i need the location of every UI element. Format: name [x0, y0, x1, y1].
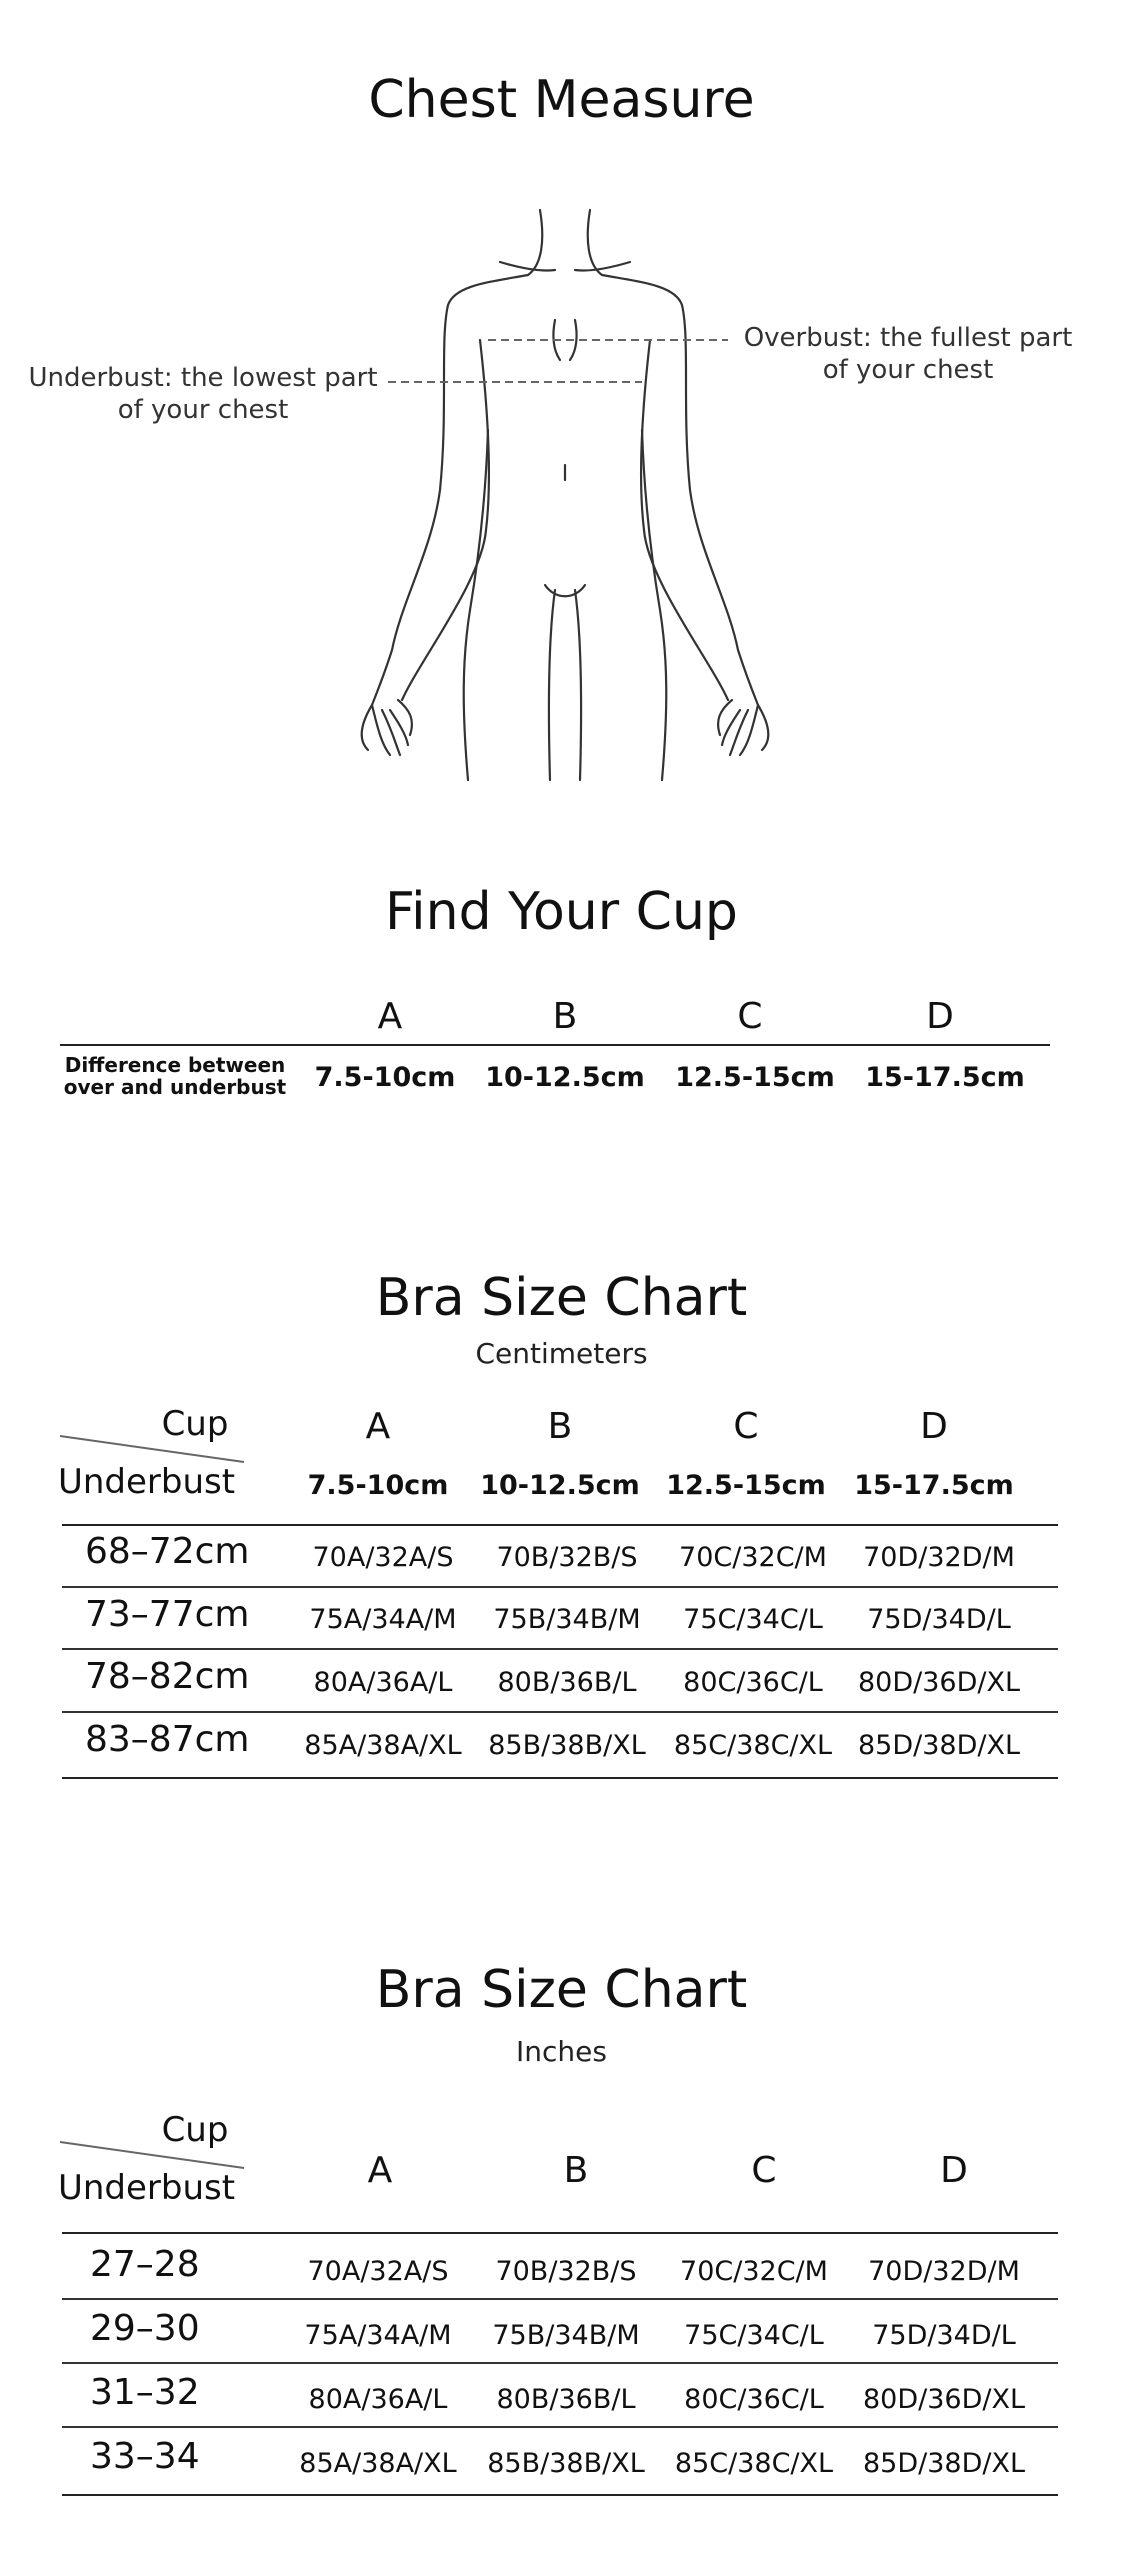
- cm-row-divider: [62, 1711, 1058, 1713]
- find-cup-header-c: C: [737, 996, 763, 1037]
- cm-size-cell: 70C/32C/M: [679, 1542, 827, 1573]
- in-size-cell: 75D/34D/L: [872, 2320, 1016, 2351]
- overbust-callout-line1: Overbust: the fullest part: [743, 323, 1073, 353]
- cm-size-cell: 75C/34C/L: [683, 1604, 823, 1635]
- in-size-cell: 70B/32B/S: [495, 2256, 637, 2287]
- cm-size-cell: 75D/34D/L: [867, 1604, 1011, 1635]
- cm-row-divider: [62, 1586, 1058, 1588]
- find-cup-header-d: D: [926, 996, 954, 1037]
- in-row-divider: [62, 2426, 1058, 2428]
- overbust-callout: [728, 322, 1088, 386]
- in-underbust-label: Underbust: [58, 2168, 236, 2208]
- neck-right: [588, 210, 602, 275]
- difference-label-line2: over and underbust: [63, 1075, 287, 1099]
- find-cup-header-b: B: [552, 996, 578, 1037]
- cm-size-cell: 80B/36B/L: [497, 1667, 637, 1698]
- cm-header-a: A: [365, 1406, 391, 1447]
- cm-header-d: D: [920, 1406, 948, 1447]
- in-header-c: C: [751, 2150, 777, 2191]
- underbust-callout-line1: Underbust: the lowest part: [28, 363, 378, 393]
- cm-size-cell: 85C/38C/XL: [673, 1730, 833, 1761]
- find-cup-range-b: 10-12.5cm: [485, 1062, 645, 1093]
- in-header-a: A: [367, 2150, 393, 2191]
- in-row-divider: [62, 2298, 1058, 2300]
- cm-range-d: 15-17.5cm: [854, 1470, 1014, 1501]
- in-size-cell: 80B/36B/L: [496, 2384, 636, 2415]
- in-chart-unit: Inches: [516, 2035, 607, 2068]
- find-cup-divider: [60, 1044, 1050, 1046]
- underbust-callout-line2: of your chest: [117, 395, 289, 425]
- cm-size-cell: 85A/38A/XL: [304, 1730, 462, 1761]
- in-size-cell: 70C/32C/M: [680, 2256, 828, 2287]
- cm-row-underbust: 83–87cm: [85, 1719, 250, 1760]
- in-size-cell: 70D/32D/M: [868, 2256, 1020, 2287]
- cm-size-cell: 75B/34B/M: [493, 1604, 641, 1635]
- in-row-underbust: 31–32: [90, 2372, 200, 2413]
- in-size-cell: 75A/34A/M: [304, 2320, 452, 2351]
- cm-table-bottom: [62, 1777, 1058, 1779]
- in-size-cell: 80A/36A/L: [308, 2384, 448, 2415]
- in-size-cell: 70A/32A/S: [307, 2256, 449, 2287]
- find-cup-range-a: 7.5-10cm: [314, 1062, 456, 1093]
- in-size-cell: 80C/36C/L: [684, 2384, 824, 2415]
- cm-row-underbust: 73–77cm: [85, 1594, 250, 1635]
- in-row-underbust: 33–34: [90, 2436, 200, 2477]
- cm-header-b: B: [547, 1406, 573, 1447]
- in-header-divider: [62, 2232, 1058, 2234]
- in-size-cell: 75B/34B/M: [492, 2320, 640, 2351]
- cm-row-underbust: 68–72cm: [85, 1531, 250, 1572]
- cm-size-cell: 80D/36D/XL: [857, 1667, 1021, 1698]
- cm-range-a: 7.5-10cm: [307, 1470, 449, 1501]
- cm-chart-unit: Centimeters: [475, 1337, 648, 1370]
- in-row-underbust: 27–28: [90, 2244, 200, 2285]
- find-your-cup-title: Find Your Cup: [385, 882, 738, 942]
- in-size-cell: 85B/38B/XL: [487, 2448, 645, 2479]
- find-cup-range-c: 12.5-15cm: [675, 1062, 835, 1093]
- difference-label: [55, 1054, 295, 1098]
- cm-size-cell: 80C/36C/L: [683, 1667, 823, 1698]
- underbust-callout: [18, 362, 388, 426]
- find-cup-header-a: A: [377, 996, 403, 1037]
- in-header-b: B: [563, 2150, 589, 2191]
- cm-range-b: 10-12.5cm: [480, 1470, 640, 1501]
- in-row-underbust: 29–30: [90, 2308, 200, 2349]
- in-row-divider: [62, 2362, 1058, 2364]
- in-size-cell: 75C/34C/L: [684, 2320, 824, 2351]
- neck-left: [528, 210, 542, 275]
- in-header-d: D: [940, 2150, 968, 2191]
- in-size-cell: 85C/38C/XL: [674, 2448, 834, 2479]
- cm-size-cell: 85D/38D/XL: [857, 1730, 1021, 1761]
- cm-chart-title: Bra Size Chart: [375, 1268, 748, 1328]
- in-chart-title: Bra Size Chart: [375, 1960, 748, 2020]
- cm-size-cell: 70A/32A/S: [312, 1542, 454, 1573]
- body-outline-illustration: [0, 190, 1123, 790]
- in-table-bottom: [62, 2494, 1058, 2496]
- cm-row-divider: [62, 1648, 1058, 1650]
- in-size-cell: 85A/38A/XL: [299, 2448, 457, 2479]
- cm-size-cell: 70B/32B/S: [496, 1542, 638, 1573]
- in-cup-label: Cup: [161, 2110, 229, 2150]
- in-size-cell: 85D/38D/XL: [862, 2448, 1026, 2479]
- cm-size-cell: 80A/36A/L: [313, 1667, 453, 1698]
- cm-cup-label: Cup: [161, 1404, 229, 1444]
- cm-underbust-label: Underbust: [58, 1462, 236, 1502]
- in-size-cell: 80D/36D/XL: [862, 2384, 1026, 2415]
- cm-header-divider: [62, 1524, 1058, 1526]
- find-cup-range-d: 15-17.5cm: [865, 1062, 1025, 1093]
- cm-row-underbust: 78–82cm: [85, 1656, 250, 1697]
- cm-size-cell: 70D/32D/M: [863, 1542, 1015, 1573]
- cm-header-c: C: [733, 1406, 759, 1447]
- cm-size-cell: 85B/38B/XL: [488, 1730, 646, 1761]
- cm-size-cell: 75A/34A/M: [309, 1604, 457, 1635]
- difference-label-line1: Difference between: [64, 1053, 286, 1077]
- cm-range-c: 12.5-15cm: [666, 1470, 826, 1501]
- overbust-callout-line2: of your chest: [822, 355, 994, 385]
- chest-measure-title: Chest Measure: [368, 70, 755, 130]
